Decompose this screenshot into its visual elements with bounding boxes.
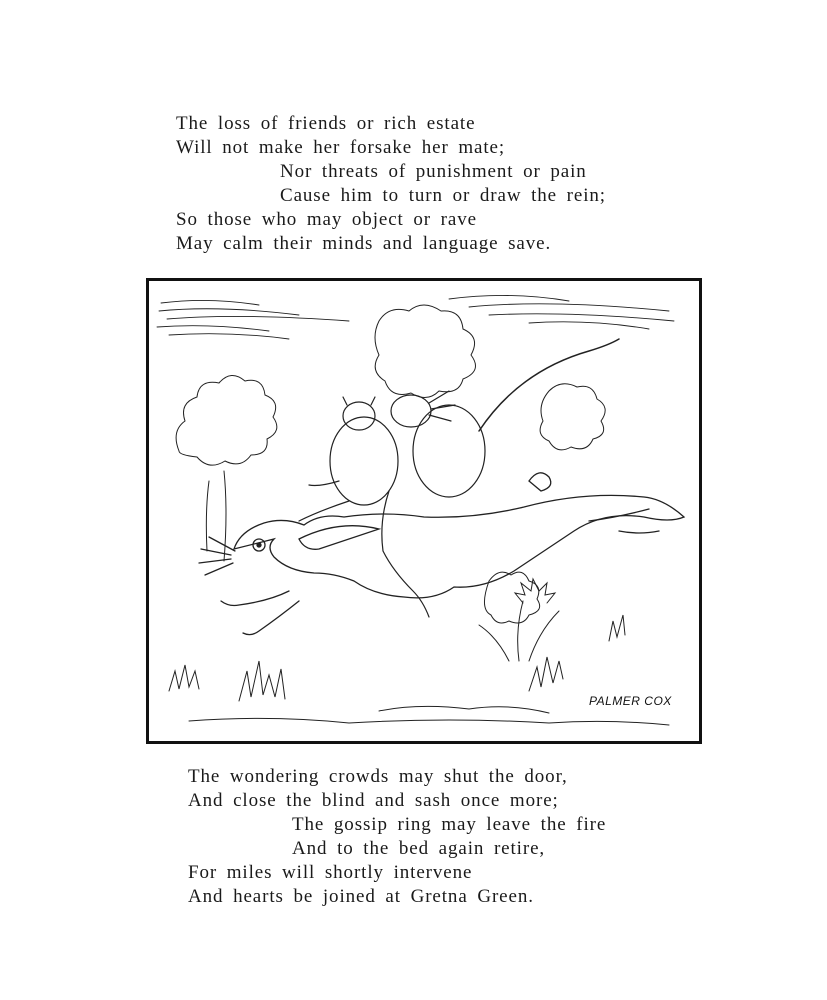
background-foliage xyxy=(176,305,605,623)
poem-line: And hearts be joined at Gretna Green. xyxy=(188,886,534,907)
poem-line: May calm their minds and language save. xyxy=(176,233,552,254)
illustration-frame xyxy=(146,278,702,744)
poem-line: Nor threats of punishment or pain xyxy=(280,161,587,182)
thistle-plant xyxy=(479,579,559,661)
hare-riding-mice-illustration xyxy=(149,281,699,741)
poem-line: The loss of friends or rich estate xyxy=(176,113,476,134)
sky-clouds xyxy=(157,295,674,339)
ground-grass xyxy=(169,615,669,725)
poem-line: The gossip ring may leave the fire xyxy=(292,814,607,835)
poem-line: Cause him to turn or draw the rein; xyxy=(280,185,606,206)
poem-line: For miles will shortly intervene xyxy=(188,862,473,883)
poem-line: The wondering crowds may shut the door, xyxy=(188,766,568,787)
mice-riders xyxy=(299,339,619,617)
poem-line: And to the bed again retire, xyxy=(292,838,546,859)
poem-line: And close the blind and sash once more; xyxy=(188,790,559,811)
artist-signature: PALMER COX xyxy=(589,694,672,708)
poem-line: Will not make her forsake her mate; xyxy=(176,137,506,158)
poem-line: So those who may object or rave xyxy=(176,209,477,230)
hare xyxy=(199,473,684,635)
